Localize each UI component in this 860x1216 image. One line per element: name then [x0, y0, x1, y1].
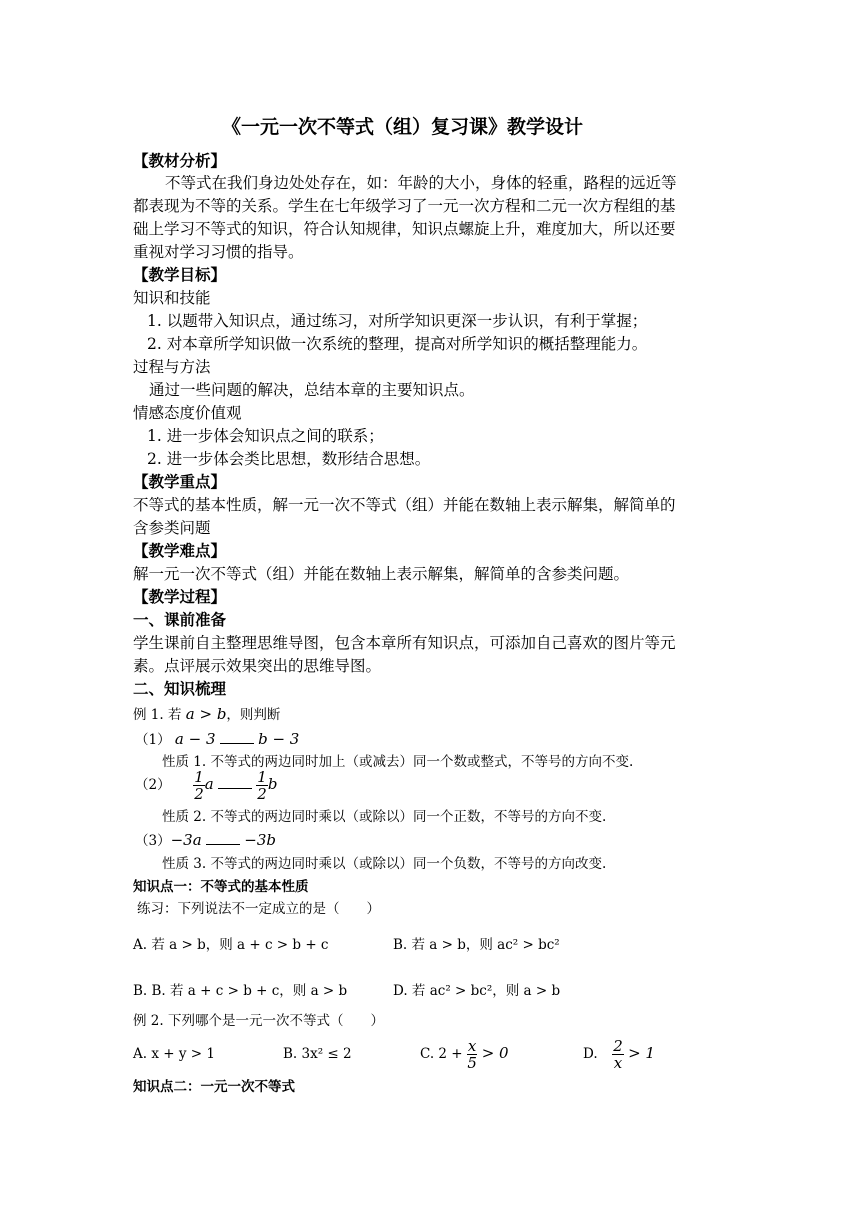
heading-review: 二、知识梳理: [133, 680, 227, 698]
heading-goals: 【教学目标】: [133, 266, 227, 284]
subheading-attitude: 情感态度价值观: [133, 404, 242, 422]
paragraph-line: 通过一些问题的解决，总结本章的主要知识点。: [149, 381, 475, 399]
property-2: 性质 2. 不等式的两边同时乘以（或除以）同一个正数，不等号的方向不变.: [162, 809, 607, 825]
example-2-option-d: D. $\frac{2}{x}$ > 1: [583, 1037, 655, 1072]
paragraph-line: 学生课前自主整理思维导图，包含本章所有知识点，可添加自己喜欢的图片等元: [133, 634, 676, 652]
heading-difficulties: 【教学难点】: [133, 542, 227, 560]
property-3: 性质 3. 不等式的两边同时乘以（或除以）同一个负数，不等号的方向改变.: [162, 856, 607, 872]
list-item: 2. 进一步体会类比思想，数形结合思想。: [147, 450, 431, 468]
heading-material-analysis: 【教材分析】: [133, 152, 227, 170]
answer-blank: [220, 729, 254, 744]
knowledge-point-1: 知识点一：不等式的基本性质: [133, 879, 309, 895]
paragraph-line: 不等式在我们身边处处存在，如：年龄的大小，身体的轻重，路程的远近等: [165, 174, 677, 192]
answer-blank: [218, 774, 252, 789]
heading-prep: 一、课前准备: [133, 611, 227, 629]
list-item: 2. 对本章所学知识做一次系统的整理，提高对所学知识的概括整理能力。: [147, 335, 648, 353]
exercise-option-a: A. 若 a > b，则 a + c > b + c: [133, 937, 329, 953]
exercise-option-b-second: B. B. 若 a + c > b + c，则 a > b: [133, 983, 348, 999]
example-1-q1: （1） a − 3 b − 3: [135, 730, 300, 748]
fraction-2-over-x: $\frac{2}{x}$: [613, 1037, 623, 1072]
page-title: 《一元一次不等式（组）复习课》教学设计: [222, 116, 584, 138]
example-1-q3: （3）−3a −3b: [135, 831, 276, 849]
heading-key-points: 【教学重点】: [133, 473, 227, 491]
fraction-half: $\frac{1}{2}$: [194, 768, 204, 803]
subheading-process-methods: 过程与方法: [133, 358, 211, 376]
exercise-option-b: B. 若 a > b，则 ac² > bc²: [393, 937, 560, 953]
exercise-option-d: D. 若 ac² > bc²，则 a > b: [393, 983, 561, 999]
example-1-q2: （2） $\frac{1}{2}$ a $\frac{1}{2}$ b: [135, 768, 278, 803]
paragraph-line: 解一元一次不等式（组）并能在数轴上表示解集，解简单的含参类问题。: [133, 565, 630, 583]
paragraph-line: 素。点评展示效果突出的思维导图。: [133, 657, 382, 675]
property-1: 性质 1. 不等式的两边同时加上（或减去）同一个数或整式，不等号的方向不变.: [162, 754, 634, 770]
exercise-stem: 练习：下列说法不一定成立的是（ ）: [137, 901, 380, 917]
subheading-knowledge-skills: 知识和技能: [133, 289, 211, 307]
list-item: 1. 以题带入知识点，通过练习，对所学知识更深一步认识，有利于掌握；: [147, 312, 648, 330]
fraction-x-over-5: $\frac{x}{5}$: [467, 1037, 477, 1072]
list-item: 1. 进一步体会知识点之间的联系；: [147, 427, 384, 445]
paragraph-line: 重视对学习习惯的指导。: [133, 243, 304, 261]
answer-blank: [206, 830, 240, 845]
fraction-half: $\frac{1}{2}$: [257, 768, 267, 803]
paragraph-line: 都表现为不等的关系。学生在七年级学习了一元一次方程和二元一次方程组的基: [133, 197, 676, 215]
paragraph-line: 不等式的基本性质，解一元一次不等式（组）并能在数轴上表示解集，解简单的: [133, 496, 676, 514]
example-2-option-c: C. 2 + $\frac{x}{5}$ > 0: [420, 1037, 509, 1072]
example-2-option-b: B. 3x² ≤ 2: [283, 1046, 352, 1062]
paragraph-line: 含参类问题: [133, 519, 211, 537]
example-2-stem: 例 2. 下列哪个是一元一次不等式（ ）: [133, 1013, 384, 1029]
heading-process: 【教学过程】: [133, 588, 227, 606]
example-1-stem: 例 1. 若 a > b，则判断: [133, 705, 281, 723]
knowledge-point-2: 知识点二：一元一次不等式: [133, 1079, 295, 1095]
example-2-option-a: A. x + y > 1: [133, 1046, 215, 1062]
paragraph-line: 础上学习不等式的知识，符合认知规律，知识点螺旋上升，难度加大，所以还要: [133, 220, 676, 238]
